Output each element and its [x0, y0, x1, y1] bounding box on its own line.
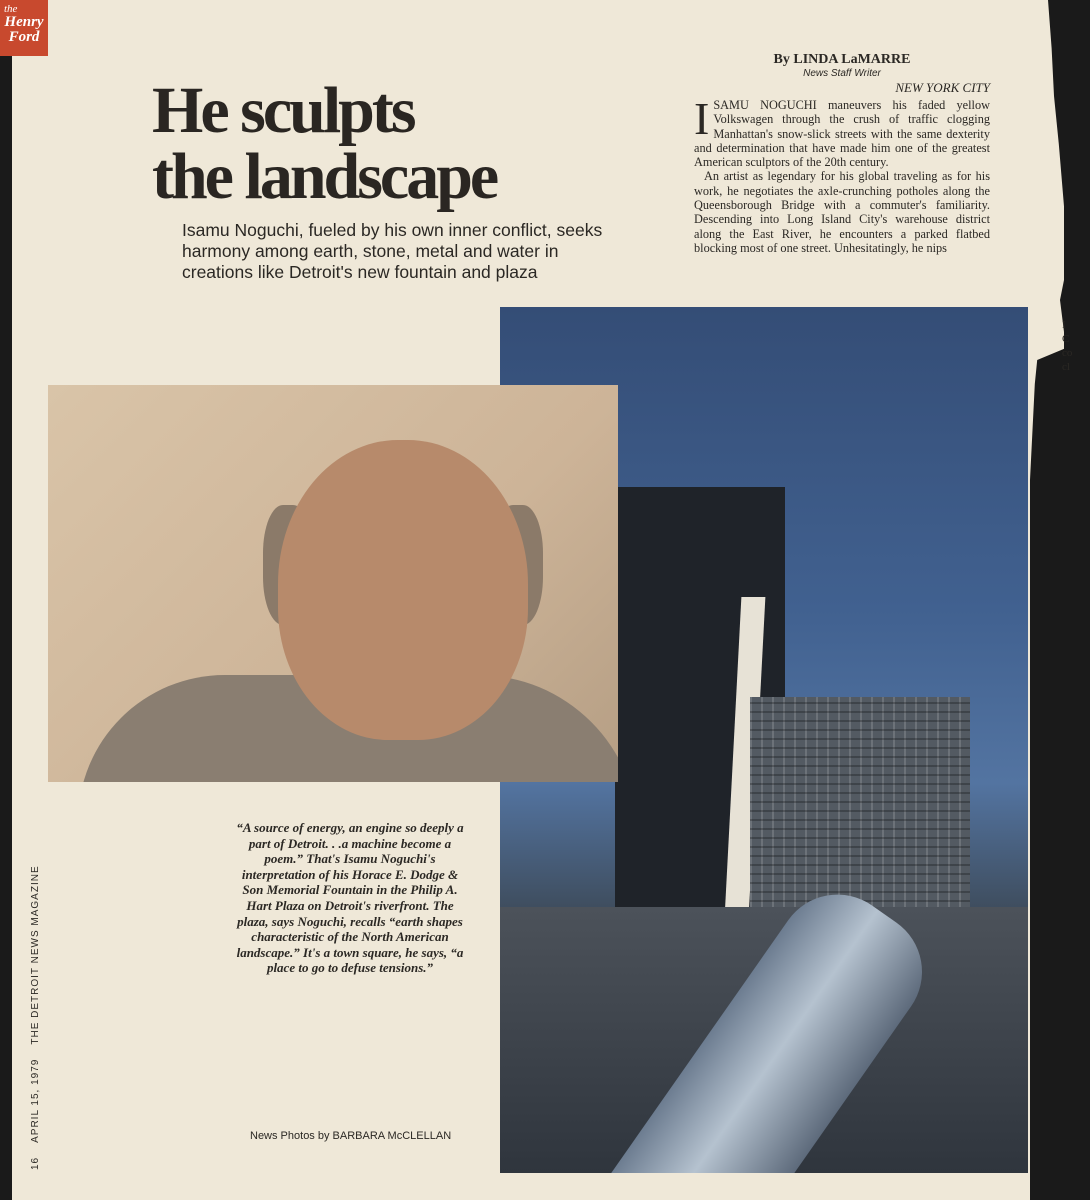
photo-credit: News Photos by BARBARA McCLELLAN: [250, 1130, 452, 1142]
drop-cap: I: [694, 98, 710, 144]
dateline: NEW YORK CITY: [895, 80, 990, 95]
staff-title: News Staff Writer: [803, 68, 881, 79]
headline: [152, 74, 632, 213]
body-paragraph: An artist as legendary for his global traveling as for his work, he negotiates the axle-crunching potholes along the Queensborough Bridge with a commuter's familiarity. Descending into Long Island City's warehouse district along the East River, he encounters a parked flatbed blocking most of one street. Unhesitatingly, he nips: [694, 169, 990, 255]
page-number: 16: [30, 1156, 41, 1170]
photo-caption: “A source of energy, an engine so deeply a part of Detroit. . .a machine become a poem.” That's Isamu Noguchi's interpretation of his Horace E. Dodge & Son Memorial Fountain in the Philip A. Hart Plaza on Detroit's riverfront. The plaza, says Noguchi, recalls “earth shapes characteristic of the North American landscape.” It's a town square, he says, “a place to go to defuse tensions.”: [236, 820, 464, 976]
deck-subheadline: Isamu Noguchi, fueled by his own inner conflict, seeks harmony among earth, stone, metal and water in creations like Detroit's new fountain and plaza: [182, 220, 603, 282]
henry-ford-logo: the Henry Ford: [0, 0, 48, 56]
issue-date: APRIL 15, 1979: [30, 1058, 41, 1143]
headline-line-1: He sculpts: [152, 74, 414, 147]
byline: By LINDA LaMARRE: [773, 52, 911, 67]
body-paragraph: ISAMU NOGUCHI maneuvers his faded yellow Volkswagen through the crush of traffic clogging Manhattan's snow-slick streets with the same dexterity and determination that have made him one of the greatest American sculptors of the 20th century.: [694, 98, 990, 170]
portrait-face: [278, 440, 528, 740]
article-body: [694, 98, 990, 288]
headline-line-2: the landscape: [152, 140, 497, 213]
noguchi-portrait-photo: [48, 385, 618, 782]
folio: [30, 865, 41, 1170]
next-column-fragment: I C co cl: [1062, 319, 1073, 373]
publication-name: THE DETROIT NEWS MAGAZINE: [30, 865, 41, 1045]
